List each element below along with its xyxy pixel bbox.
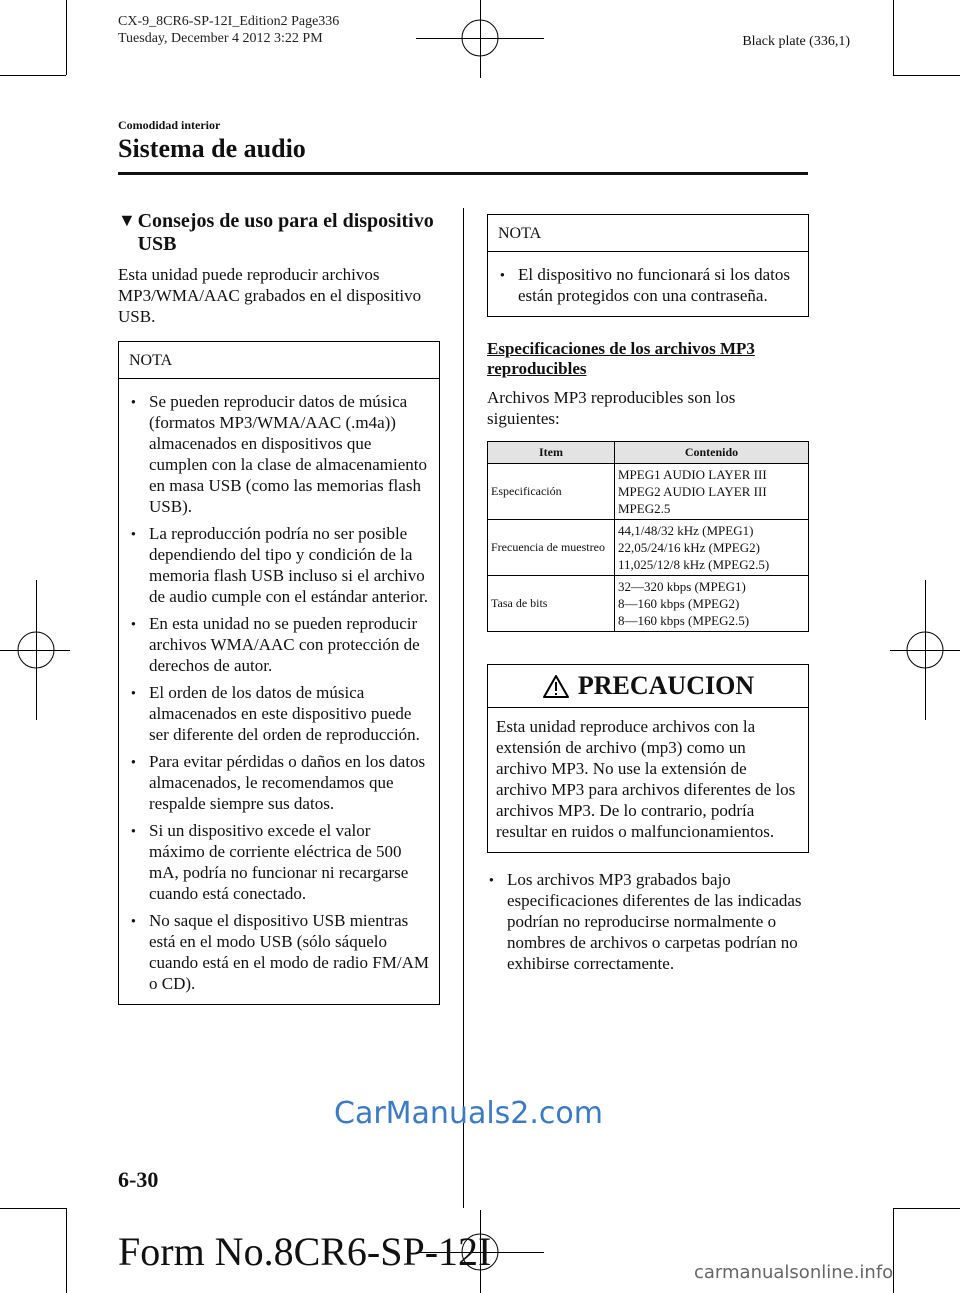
form-number: Form No.8CR6-SP-12I (118, 1229, 492, 1274)
title-rule (118, 172, 808, 175)
cell-line: 8―160 kbps (MPEG2.5) (618, 613, 750, 628)
table-cell-item: Especificación (488, 464, 615, 520)
list-item: ● No saque el dispositivo USB mientras está en el modo USB (sólo sáquelo cuando está en el modo de radio FM/AM o CD). (129, 910, 429, 994)
usb-tips-heading-text: Consejos de uso para el dispositivo USB (137, 210, 434, 255)
list-item: ● Se pueden reproducir datos de música (formatos MP3/WMA/AAC (.m4a)) almacenados en dispositivos que cumplen con la clase de almacenamiento en masa USB (como las memorias flash USB). (129, 391, 429, 517)
list-item: ● Para evitar pérdidas o daños en los datos almacenados, le recomendamos que respalde siempre sus datos. (129, 751, 429, 814)
note-list-right (498, 264, 798, 306)
cell-line: 11,025/12/8 kHz (MPEG2.5) (618, 557, 770, 572)
plate-label: Black plate (336,1) (742, 34, 850, 49)
caution-text: Esta unidad reproduce archivos con la extensión de archivo (mp3) como un archivo MP3. No use la extensión de archivo MP3 para archivos diferentes de los archivos MP3. De lo contrario, podría resultar en ruidos o malfuncionamientos. (496, 717, 796, 841)
print-meta-line1: CX-9_8CR6-SP-12I_Edition2 Page336 (118, 14, 340, 29)
cell-line: 44,1/48/32 kHz (MPEG1) (618, 523, 754, 538)
left-column (118, 210, 440, 1005)
cell-line: 22,05/24/16 kHz (MPEG2) (618, 540, 760, 555)
note-list-left (129, 391, 429, 994)
note-label: NOTA (488, 215, 808, 252)
right-column (487, 214, 809, 974)
caution-header (488, 665, 808, 708)
section-label: Comodidad interior (118, 118, 221, 132)
watermark-site: carmanualsonline.info (694, 1262, 894, 1283)
table-header-row (488, 442, 809, 464)
column-header: Item (488, 442, 615, 464)
note-box-right (487, 214, 809, 317)
table-row (488, 464, 809, 520)
column-header: Contenido (615, 442, 809, 464)
list-item: ● Si un dispositivo excede el valor máximo de corriente eléctrica de 500 mA, podría no funcionar ni recargarse cuando está conectado. (129, 820, 429, 904)
note-label: NOTA (119, 342, 439, 379)
page-number: 6-30 (118, 1167, 159, 1192)
mp3-notes-list (487, 869, 809, 974)
cell-line: 32―320 kbps (MPEG1) (618, 579, 746, 594)
page-title: Sistema de audio (118, 134, 306, 163)
usb-intro: Esta unidad puede reproducir archivos MP3/WMA/AAC grabados en el dispositivo USB. (118, 265, 422, 326)
table-row (488, 576, 809, 632)
list-item: ● El dispositivo no funcionará si los datos están protegidos con una contraseña. (498, 264, 798, 306)
table-cell-content (615, 576, 809, 632)
triangle-down-icon: ▼ (118, 210, 136, 230)
caution-title: PRECAUCION (577, 671, 755, 700)
caution-box (487, 664, 809, 853)
table-cell-content (615, 520, 809, 576)
cell-line: MPEG1 AUDIO LAYER III (618, 467, 767, 482)
mp3-spec-intro: Archivos MP3 reproducibles son los siguientes: (487, 388, 736, 428)
mp3-spec-subheading: Especificaciones de los archivos MP3 reproducibles (487, 339, 755, 378)
cell-line: MPEG2.5 (618, 501, 671, 516)
warning-icon (542, 674, 570, 699)
watermark-carmanuals2: CarManuals2.com (334, 1096, 604, 1131)
cell-line: 8―160 kbps (MPEG2) (618, 596, 740, 611)
mp3-spec-table (487, 441, 809, 632)
table-cell-item: Frecuencia de muestreo (488, 520, 615, 576)
list-item: ● Los archivos MP3 grabados bajo especificaciones diferentes de las indicadas podrían no reproducirse normalmente o nombres de archivos o carpetas podrían no exhibirse correctamente. (487, 869, 809, 974)
cell-line: MPEG2 AUDIO LAYER III (618, 484, 767, 499)
list-item: ● La reproducción podría no ser posible dependiendo del tipo y condición de la memoria flash USB incluso si el archivo de audio cumple con el estándar anterior. (129, 523, 429, 607)
note-box-left (118, 341, 440, 1005)
list-item: ● En esta unidad no se pueden reproducir archivos WMA/AAC con protección de derechos de autor. (129, 613, 429, 676)
column-divider (463, 208, 464, 1208)
table-cell-item: Tasa de bits (488, 576, 615, 632)
print-meta (118, 13, 339, 47)
table-row (488, 520, 809, 576)
list-item: ● El orden de los datos de música almacenados en este dispositivo puede ser diferente del orden de reproducción. (129, 682, 429, 745)
table-cell-content (615, 464, 809, 520)
print-meta-line2: Tuesday, December 4 2012 3:22 PM (118, 31, 323, 46)
usb-tips-heading (118, 210, 440, 256)
